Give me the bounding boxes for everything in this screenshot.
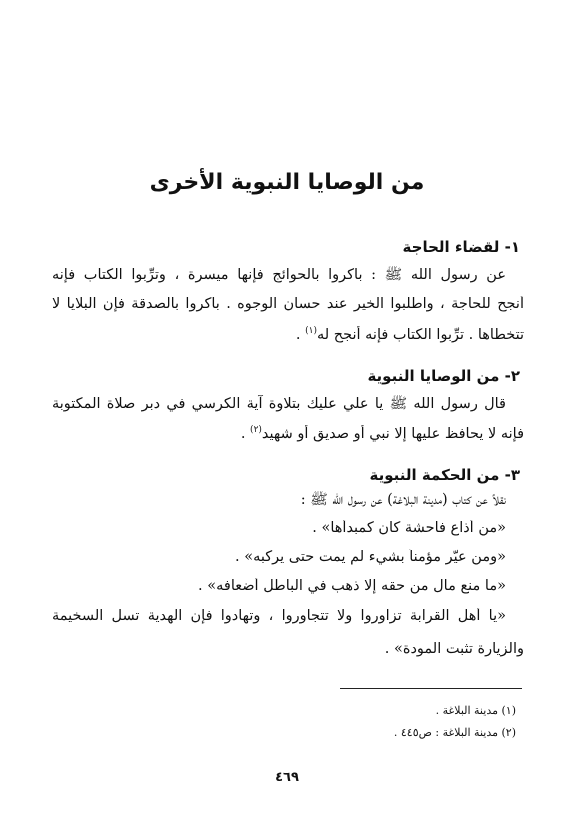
- page-number: ٤٦٩: [275, 770, 299, 785]
- section-1-line-2: أنجح للحاجة ، واطلبوا الخير عند حسان الوجوه . باكروا بالصدقة فإن البلايا لا: [52, 296, 524, 312]
- section-1-line-3-text: تتخطاها . ترِّبوا الكتاب فإنه أنجح له: [316, 326, 524, 343]
- section-heading-1: ١- لقضاء الحاجة: [402, 238, 520, 256]
- section-2-line-2-text: فإنه لا يحافظ عليها إلا نبي أو صديق أو شهيد: [261, 425, 524, 442]
- footnote-2: (٢) مدينة البلاغة : ص٤٤٥ .: [393, 726, 516, 739]
- section-3-line-3: «ومن عيّر مؤمناً بشيء لم يمت حتى يركبه» .: [235, 549, 506, 565]
- footnote-ref-1: (١): [305, 326, 317, 336]
- page-title: من الوصايا النبوية الأخرى: [149, 170, 425, 195]
- footnote-divider: [340, 688, 522, 689]
- section-3-line-5: «يا أهل القرابة تزاوروا ولا تتجاوروا ، وتهادوا فإن الهدية تسل السخيمة: [52, 608, 506, 624]
- section-3-line-1: نقلاً عن كتاب (مدينة البلاغة) عن رسول الله ﷺ :: [300, 492, 506, 508]
- section-2-line-2: فإنه لا يحافظ عليها إلا نبي أو صديق أو شهيد$^{(٢)}$ .: [240, 425, 524, 442]
- section-1-line-3: تتخطاها . ترِّبوا الكتاب فإنه أنجح له$^{(١)}$ .: [295, 326, 524, 343]
- section-3-line-2: «من أذاع فاحشة كان كمبدأها» .: [312, 520, 506, 536]
- section-heading-2: ٢- من الوصايا النبوية: [367, 367, 520, 385]
- section-3-line-6: والزيارة تثبت المودة» .: [384, 641, 524, 657]
- footnote-ref-2: (٢): [250, 425, 262, 435]
- section-1-line-1: عن رسول الله ﷺ : باكروا بالحوائج فإنها ميسرة ، وترِّبوا الكتاب فإنه: [52, 267, 506, 283]
- footnote-1: (١) مدينة البلاغة .: [435, 704, 516, 717]
- section-2-line-1: قال رسول الله ﷺ يا علي عليك بتلاوة آية الكرسي في دبر صلاة المكتوبة: [52, 396, 506, 412]
- section-heading-3: ٣- من الحكمة النبوية: [369, 466, 520, 484]
- section-3-line-4: «ما منع مال من حقه إلا ذهب في الباطل أضعافه» .: [198, 578, 506, 594]
